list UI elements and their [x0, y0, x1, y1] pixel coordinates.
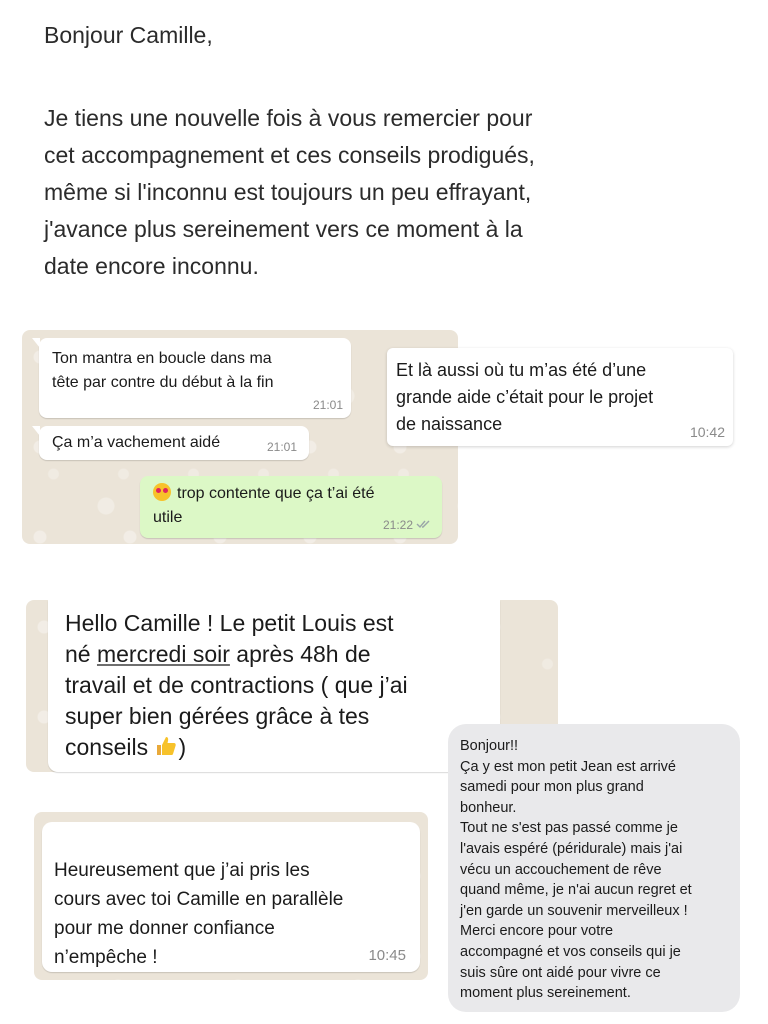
- message-timestamp: 21:01: [266, 440, 297, 454]
- thumbs-up-icon: [154, 734, 178, 758]
- message-text: Ton mantra en boucle dans ma: [52, 350, 272, 367]
- message-text: n’empêche !: [54, 947, 158, 968]
- email-line: cet accompagnement et ces conseils prodigués,: [44, 142, 535, 168]
- received-message-bubble: [39, 338, 351, 418]
- message-text: Heureusement que j’ai pris les: [54, 860, 310, 881]
- message-text: cours avec toi Camille en parallèle: [54, 889, 344, 910]
- message-text: utile: [153, 509, 183, 526]
- message-timestamp: 10:42: [689, 424, 725, 440]
- received-message-bubble-floating: [387, 348, 733, 446]
- message-timestamp: 21:22: [383, 518, 432, 532]
- message-text: suis sûre ont aidé pour vivre ce: [460, 964, 661, 981]
- message-text: Bonjour!!: [460, 738, 519, 754]
- message-text: moment plus sereinement.: [460, 985, 631, 1002]
- message-text: travail et de contractions ( que j’ai: [65, 672, 408, 698]
- received-message-bubble: [42, 822, 420, 972]
- message-text: Tout ne s'est pas passé comme je: [460, 820, 678, 837]
- message-text: samedi pour mon plus grand: [460, 779, 644, 796]
- message-timestamp: 21:01: [312, 398, 343, 412]
- email-body: [44, 100, 535, 285]
- read-ticks-icon: [416, 518, 432, 532]
- message-text: accompagné et vos conseils qui je: [460, 943, 681, 960]
- message-text: l'avais espéré (péridurale) mais j'ai: [460, 840, 683, 857]
- email-line: j'avance plus sereinement vers ce moment à la: [44, 216, 523, 242]
- message-text: Hello Camille ! Le petit Louis est: [65, 610, 394, 636]
- received-message-bubble: Hello Camille ! Le petit Louis est né mercredi soir après 48h de travail et de contractions ( que j’ai super bien gérées grâce à tes conseils ): [48, 600, 500, 772]
- sent-message-bubble: [140, 476, 442, 538]
- email-line: date encore inconnu.: [44, 253, 259, 279]
- message-text: vécu un accouchement de rêve: [460, 861, 662, 878]
- email-line: Je tiens une nouvelle fois à vous remercier pour: [44, 105, 533, 131]
- message-text: bonheur.: [460, 799, 517, 816]
- message-timestamp: 10:45: [368, 947, 406, 964]
- message-text: Ça m’a vachement aidé: [52, 434, 221, 451]
- message-text: j'en garde un souvenir merveilleux !: [460, 902, 688, 919]
- message-text: super bien gérées grâce à tes: [65, 703, 370, 729]
- received-message-bubble: [39, 426, 309, 460]
- message-text: tête par contre du début à la fin: [52, 374, 274, 391]
- message-text: grande aide c’était pour le projet: [396, 387, 654, 407]
- message-text: trop contente que ça t’ai été: [177, 485, 375, 502]
- message-text: quand même, je n'ai aucun regret et: [460, 882, 692, 899]
- whatsapp-screenshot-4: [34, 812, 428, 980]
- imessage-bubble: [448, 724, 740, 1012]
- email-line: même si l'inconnu est toujours un peu effrayant,: [44, 179, 532, 205]
- email-greeting: Bonjour Camille,: [44, 22, 213, 48]
- message-text: Et là aussi où tu m’as été d’une: [396, 360, 647, 380]
- heart-eyes-emoji-icon: [153, 483, 171, 501]
- message-text: pour me donner confiance: [54, 918, 275, 939]
- date-link[interactable]: mercredi soir: [96, 641, 230, 667]
- message-text: Ça y est mon petit Jean est arrivé: [460, 758, 676, 775]
- message-text: Merci encore pour votre: [460, 923, 614, 940]
- message-text: de naissance: [396, 414, 503, 434]
